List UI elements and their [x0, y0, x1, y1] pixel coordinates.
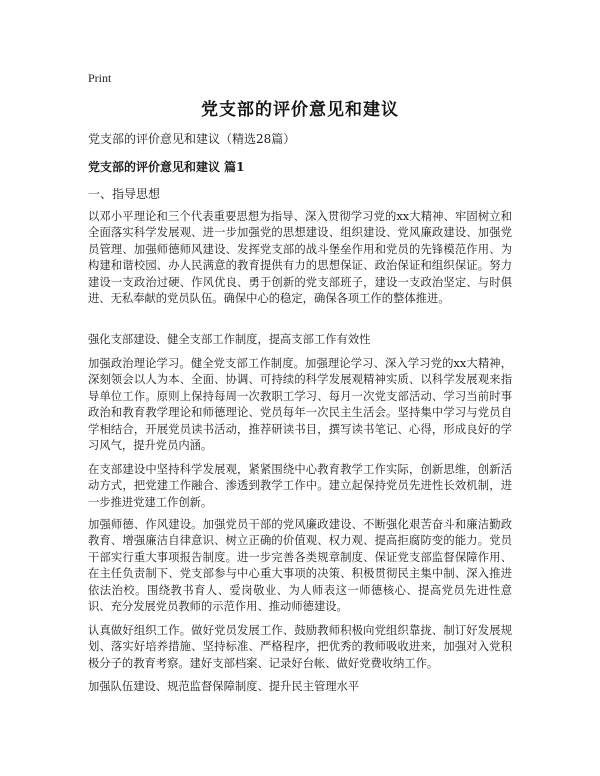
paragraph: 加强队伍建设、规范监督保障制度、提升民主管理水平 [88, 680, 360, 693]
paragraph: 加强政治理论学习。健全党支部工作制度。加强理论学习、深入学习党的xx大精神，深刻领会以人为本、全面、协调、可持续的科学发展观精神实质、以科学发展观来指导单位工作。原则上保持每周一次教职工学习、每月一次党支部活动、学习当前时事政治和教育教学理论和师德理论、党员每年一次民主生活会。坚持集中学习与党员自学相结合，开展党员读书活动，推荐研读书目，撰写读书笔记、心得，形成良好的学习风气，提升党员内涵。 [88, 357, 512, 453]
print-link[interactable]: Print [88, 71, 112, 85]
section-heading: 党支部的评价意见和建议 篇1 [88, 160, 245, 174]
paragraph: 认真做好组织工作。做好党员发展工作、鼓励教师积极向党组织靠拢、制订好发展规划、落实好培养措施、坚持标准、严格程序，把优秀的教师吸收进来，加强对入党积极分子的教育考察。建好支部档案、记录好台帐、做好党费收纳工作。 [88, 624, 512, 670]
page-title: 党支部的评价意见和建议 [201, 100, 399, 120]
document-subtitle: 党支部的评价意见和建议（精选28篇） [88, 132, 296, 146]
paragraph: 强化支部建设、健全支部工作制度，提高支部工作有效性 [88, 333, 371, 346]
paragraph: 在支部建设中坚持科学发展观，紧紧围绕中心教育教学工作实际，创新思维，创新活动方式，把党建工作融合、渗透到教学工作中。建立起保持党员先进性长效机制，进一步推进党建工作创新。 [88, 463, 512, 509]
outline-item-guiding-ideology: 一、指导思想 [88, 187, 161, 201]
paragraph: 以邓小平理论和三个代表重要思想为指导、深入贯彻学习党的xx大精神、牢固树立和全面落实科学发展观、进一步加强党的思想建设、组织建设、党风廉政建设、加强党员管理、加强师德师风建设、发挥党支部的战斗堡垒作用和党员的先锋模范作用、为构建和谐校园、办人民满意的教育提供有力的思想保证、政治保证和组织保证。努力建设一支政治过硬、作风优良、勇于创新的党支部班子，建设一支政治坚定、与时俱进、无私奉献的党员队伍。确保中心的稳定，确保各项工作的整体推进。 [88, 210, 512, 306]
paragraph: 加强师德、作风建设。加强党员干部的党风廉政建设、不断强化艰苦奋斗和廉洁勤政教育、增强廉洁自律意识、树立正确的价值观、权力观、提高拒腐防变的能力。党员干部实行重大事项报告制度。进一步完善各类规章制度、保证党支部监督保障作用、在主任负责制下、党支部参与中心重大事项的决策、积极贯彻民主集中制、深入推进依法治校。围绕教书育人、爱岗敬业、为人师表这一师德核心、提高党员先进性意识、充分发展党员教师的示范作用、推动师德建设。 [88, 518, 512, 614]
